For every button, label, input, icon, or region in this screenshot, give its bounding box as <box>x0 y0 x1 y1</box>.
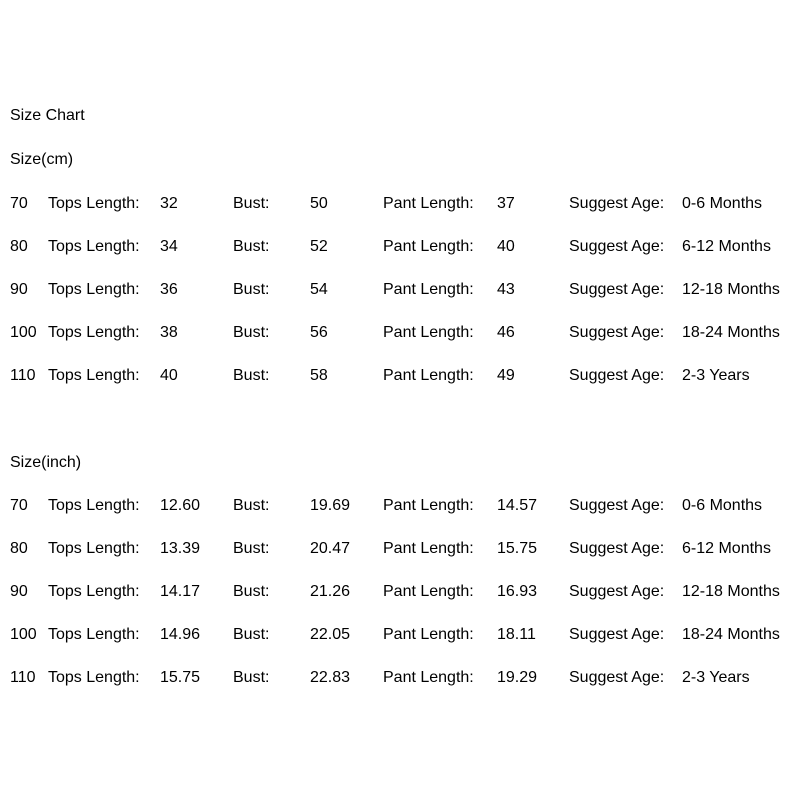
bust-label: Bust: <box>233 195 270 212</box>
tops-length-label: Tops Length: <box>48 583 140 600</box>
bust-value: 20.47 <box>310 540 351 557</box>
size-value: 110 <box>10 367 36 384</box>
suggest-age-label: Suggest Age: <box>569 324 665 341</box>
tops-length-label: Tops Length: <box>48 626 140 643</box>
tops-length-label: Tops Length: <box>48 540 140 557</box>
tops-length-label: Tops Length: <box>48 497 140 514</box>
pant-length-label: Pant Length: <box>383 626 474 643</box>
size-value: 70 <box>10 497 28 514</box>
size-value: 90 <box>10 583 28 600</box>
suggest-age-label: Suggest Age: <box>569 497 665 514</box>
table-row <box>10 668 750 688</box>
bust-label: Bust: <box>233 324 270 341</box>
tops-length-value: 13.39 <box>160 540 201 557</box>
table-row <box>10 323 780 343</box>
suggest-age-value: 12-18 Months <box>682 583 780 600</box>
table-row <box>10 625 780 645</box>
size-value: 110 <box>10 669 36 686</box>
suggest-age-label: Suggest Age: <box>569 367 665 384</box>
pant-length-value: 15.75 <box>497 540 538 557</box>
bust-value: 58 <box>310 367 328 384</box>
pant-length-label: Pant Length: <box>383 238 474 255</box>
suggest-age-value: 6-12 Months <box>682 238 771 255</box>
pant-length-label: Pant Length: <box>383 281 474 298</box>
section-inch-heading: Size(inch) <box>10 454 82 471</box>
table-row <box>10 539 771 559</box>
tops-length-value: 12.60 <box>160 497 201 514</box>
pant-length-label: Pant Length: <box>383 669 474 686</box>
tops-length-value: 32 <box>160 195 178 212</box>
table-row <box>10 496 762 516</box>
suggest-age-value: 6-12 Months <box>682 540 771 557</box>
bust-value: 22.83 <box>310 669 351 686</box>
bust-label: Bust: <box>233 626 270 643</box>
tops-length-value: 38 <box>160 324 178 341</box>
table-row <box>10 280 780 300</box>
pant-length-value: 14.57 <box>497 497 538 514</box>
bust-value: 22.05 <box>310 626 351 643</box>
pant-length-label: Pant Length: <box>383 195 474 212</box>
bust-label: Bust: <box>233 238 270 255</box>
tops-length-label: Tops Length: <box>48 324 140 341</box>
size-value: 100 <box>10 324 37 341</box>
suggest-age-label: Suggest Age: <box>569 540 665 557</box>
suggest-age-value: 18-24 Months <box>682 626 780 643</box>
pant-length-value: 46 <box>497 324 515 341</box>
pant-length-value: 37 <box>497 195 515 212</box>
size-value: 90 <box>10 281 28 298</box>
suggest-age-value: 0-6 Months <box>682 497 763 514</box>
bust-label: Bust: <box>233 367 270 384</box>
pant-length-label: Pant Length: <box>383 324 474 341</box>
bust-label: Bust: <box>233 583 270 600</box>
pant-length-value: 43 <box>497 281 515 298</box>
bust-label: Bust: <box>233 497 270 514</box>
pant-length-value: 18.11 <box>497 626 536 643</box>
page-title: Size Chart <box>10 107 85 124</box>
tops-length-label: Tops Length: <box>48 669 140 686</box>
suggest-age-label: Suggest Age: <box>569 195 665 212</box>
table-row <box>10 237 771 257</box>
size-value: 80 <box>10 540 28 557</box>
suggest-age-value: 2-3 Years <box>682 367 750 384</box>
bust-value: 52 <box>310 238 328 255</box>
bust-value: 54 <box>310 281 328 298</box>
table-row <box>10 366 750 386</box>
pant-length-label: Pant Length: <box>383 497 474 514</box>
bust-value: 19.69 <box>310 497 351 514</box>
tops-length-label: Tops Length: <box>48 367 140 384</box>
suggest-age-label: Suggest Age: <box>569 238 665 255</box>
tops-length-label: Tops Length: <box>48 238 140 255</box>
bust-label: Bust: <box>233 281 270 298</box>
pant-length-value: 49 <box>497 367 515 384</box>
bust-value: 50 <box>310 195 328 212</box>
tops-length-value: 14.17 <box>160 583 201 600</box>
size-value: 70 <box>10 195 28 212</box>
pant-length-label: Pant Length: <box>383 583 474 600</box>
pant-length-label: Pant Length: <box>383 367 474 384</box>
suggest-age-label: Suggest Age: <box>569 583 665 600</box>
tops-length-value: 40 <box>160 367 178 384</box>
size-value: 80 <box>10 238 28 255</box>
suggest-age-label: Suggest Age: <box>569 669 665 686</box>
suggest-age-value: 18-24 Months <box>682 324 780 341</box>
tops-length-label: Tops Length: <box>48 281 140 298</box>
bust-label: Bust: <box>233 669 270 686</box>
suggest-age-value: 2-3 Years <box>682 669 750 686</box>
pant-length-value: 19.29 <box>497 669 538 686</box>
section-cm-heading: Size(cm) <box>10 151 74 168</box>
table-row <box>10 194 762 214</box>
suggest-age-value: 12-18 Months <box>682 281 780 298</box>
pant-length-label: Pant Length: <box>383 540 474 557</box>
bust-value: 56 <box>310 324 328 341</box>
table-row <box>10 582 780 602</box>
suggest-age-label: Suggest Age: <box>569 626 665 643</box>
suggest-age-value: 0-6 Months <box>682 195 763 212</box>
tops-length-value: 15.75 <box>160 669 201 686</box>
pant-length-value: 16.93 <box>497 583 538 600</box>
bust-value: 21.26 <box>310 583 351 600</box>
pant-length-value: 40 <box>497 238 515 255</box>
tops-length-value: 34 <box>160 238 178 255</box>
suggest-age-label: Suggest Age: <box>569 281 665 298</box>
tops-length-value: 14.96 <box>160 626 201 643</box>
tops-length-value: 36 <box>160 281 178 298</box>
size-value: 100 <box>10 626 37 643</box>
bust-label: Bust: <box>233 540 270 557</box>
tops-length-label: Tops Length: <box>48 195 140 212</box>
